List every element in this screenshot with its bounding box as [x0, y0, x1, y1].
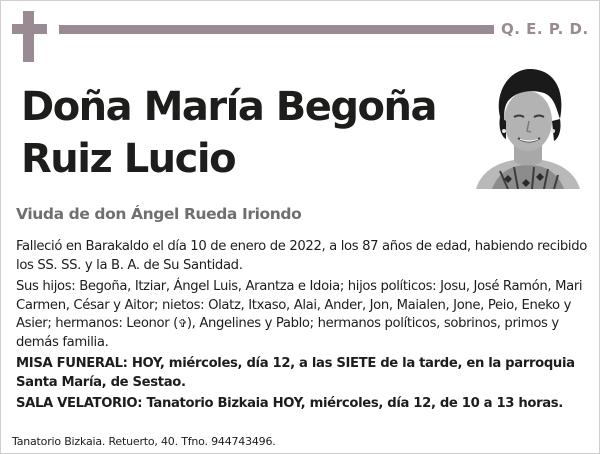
- footer-address: Tanatorio Bizkaia. Retuerto, 40. Tfno. 944743496.: [12, 435, 276, 448]
- portrait-image: [474, 61, 582, 189]
- widow-of-line: Viuda de don Ángel Rueda Iriondo: [16, 205, 302, 223]
- qepd-label: Q. E. P. D.: [501, 20, 589, 38]
- death-paragraph: Falleció en Barakaldo el día 10 de enero de 2022, a los 87 años de edad, habiendo recibido los SS. SS. y la B. A. de Su Santidad.: [16, 239, 587, 273]
- family-text-before-cross: Sus hijos: Begoña, Itziar, Ángel Luis, Arantza e Idoia; hijos políticos: Josu, José Ramón, Mari Carmen, César y Aitor; nietos: Olatz, Itxaso, Alai, Ander, Jon, Maialen, Jone, Peio, Eneko y Asier; hermanos: Leonor (: [16, 279, 583, 331]
- funeral-paragraph: MISA FUNERAL: HOY, miércoles, día 12, a las SIETE de la tarde, en la parroquia Santa María, de Sestao.: [16, 356, 575, 390]
- deceased-name-line1: Doña María Begoña: [21, 84, 436, 130]
- cross-icon-vertical: [23, 11, 34, 62]
- deceased-name-line2: Ruiz Lucio: [21, 136, 236, 182]
- deceased-cross-icon: ✞: [177, 317, 187, 330]
- wake-paragraph: SALA VELATORIO: Tanatorio Bizkaia HOY, miércoles, día 12, de 10 a 13 horas.: [16, 396, 563, 411]
- portrait-photo: [474, 61, 582, 189]
- family-text-after-cross: ), Angelines y Pablo; hermanos políticos, sobrinos, primos y demás familia.: [16, 316, 559, 350]
- header-bar: [59, 25, 494, 34]
- cross-icon-horizontal: [12, 24, 47, 34]
- deceased-name: [21, 81, 471, 185]
- notice-body: [16, 238, 591, 417]
- family-paragraph: [16, 278, 591, 352]
